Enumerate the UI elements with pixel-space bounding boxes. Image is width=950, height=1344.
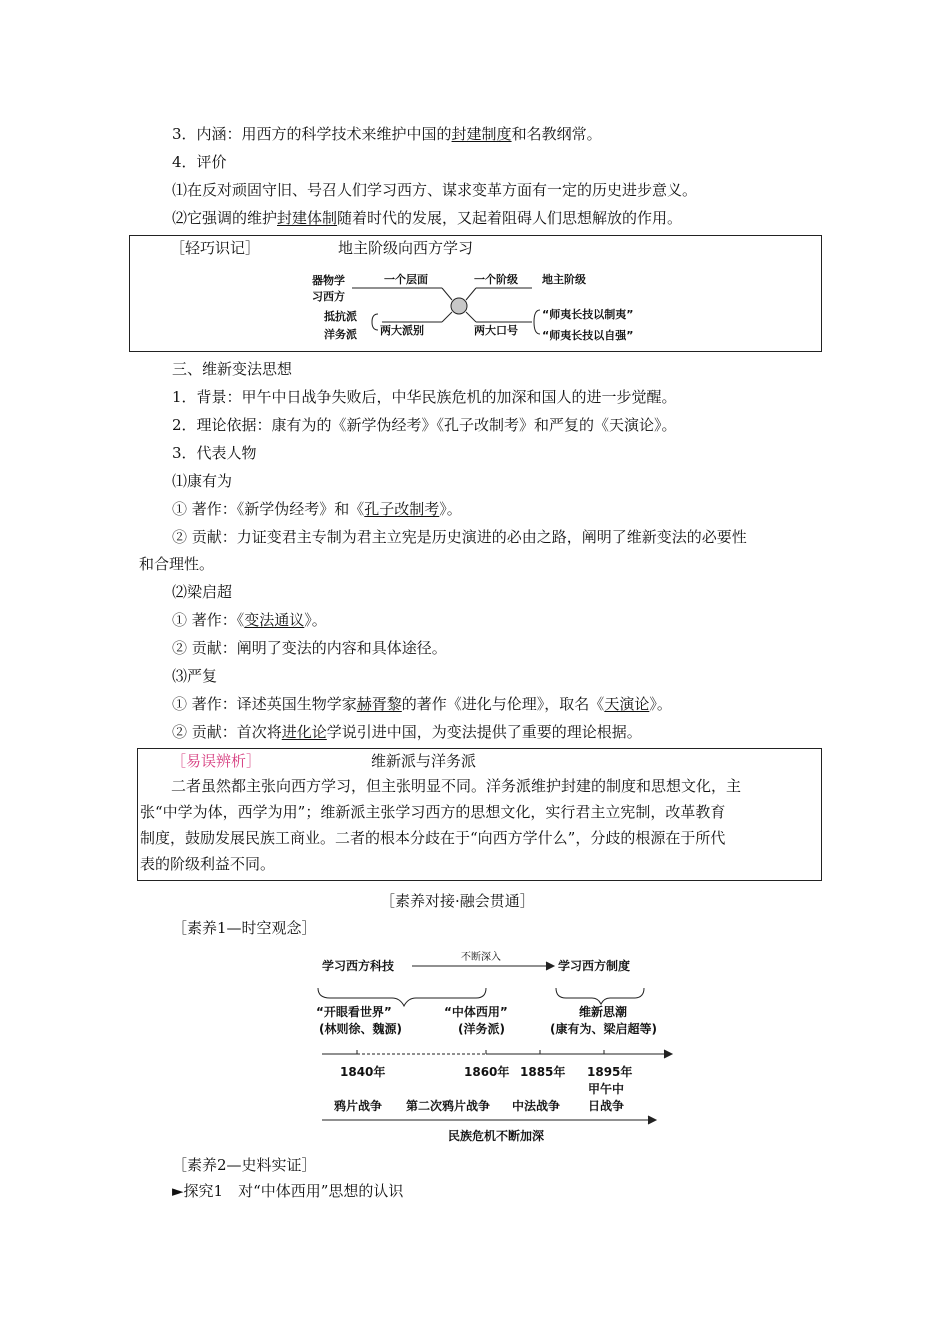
dg-left-bot-2: 洋务派: [324, 328, 357, 341]
tl-learn-sys: 学习西方制度: [558, 959, 631, 973]
tl-zhongti: “中体西用”: [444, 1005, 508, 1019]
yan-heading: ⑶严复: [172, 667, 218, 685]
dg-two-factions: 两大派别: [380, 324, 424, 337]
tl-deepen: 不断深入: [461, 952, 501, 963]
tl-war4b: 日战争: [588, 1099, 625, 1113]
tl-y1895: 1895年: [587, 1065, 633, 1079]
tl-weixin: 维新思潮: [579, 1005, 628, 1019]
dg-one-level: 一个层面: [384, 273, 428, 286]
literacy-sub-2: ［素养2—史料实证］: [172, 1156, 317, 1174]
kang-contribution-2: 和合理性。: [139, 555, 215, 573]
dg-slogan-2: “师夷长技以自强”: [542, 329, 634, 342]
s3-line-2: 2．理论依据：康有为的《新学伪经考》《孔子改制考》和严复的《天演论》。: [172, 416, 677, 434]
error-box-tag: ［易误辨析］: [171, 752, 262, 770]
timeline-diagram: [300, 944, 700, 1144]
yan-works: ① 著作：译述英国生物学家赫胥黎的著作《进化与伦理》，取名《天演论》。: [172, 695, 672, 713]
literacy-sub-1: ［素养1—时空观念］: [172, 919, 317, 937]
tl-y1885: 1885年: [520, 1065, 566, 1079]
memory-box: [129, 235, 822, 352]
dg-left-top-1: 器物学: [312, 274, 345, 287]
tl-y1840: 1840年: [340, 1065, 386, 1079]
error-box-p1: 二者虽然都主张向西方学习，但主张明显不同。洋务派维护封建的制度和思想文化，主: [171, 777, 742, 795]
tl-crisis: 民族危机不断加深: [448, 1129, 545, 1143]
dg-landlord: 地主阶级: [542, 273, 586, 286]
memory-box-title: 地主阶级向西方学习: [338, 239, 474, 257]
dg-left-top-2: 习西方: [312, 290, 345, 303]
liang-works: ① 著作：《变法通议》。: [172, 611, 327, 629]
error-box-p4: 表的阶级利益不同。: [140, 855, 276, 873]
explore-1: ►探究1 对“中体西用”思想的认识: [172, 1182, 404, 1200]
yan-contribution: ② 贡献：首次将进化论学说引进中国，为变法提供了重要的理论根据。: [172, 723, 642, 741]
kang-contribution-1: ② 贡献：力证变君主专制为君主立宪是历史演进的必由之路，阐明了维新变法的必要性: [172, 528, 747, 546]
tl-war1: 鸦片战争: [334, 1099, 383, 1113]
dg-one-class: 一个阶级: [474, 273, 518, 286]
error-analysis-box: [137, 748, 822, 881]
kang-heading: ⑴康有为: [172, 472, 233, 490]
s1-line-3: ⑴在反对顽固守旧、号召人们学习西方、谋求变革方面有一定的历史进步意义。: [172, 181, 698, 199]
tl-open-eye: “开眼看世界”: [316, 1005, 392, 1019]
tl-war2: 第二次鸦片战争: [406, 1099, 491, 1113]
dg-two-slogans: 两大口号: [474, 324, 518, 337]
s1-line-4: ⑵它强调的维护封建体制随着时代的发展，又起着阻碍人们思想解放的作用。: [172, 209, 683, 227]
tl-y1860: 1860年: [464, 1065, 510, 1079]
dg-left-bot-1: 抵抗派: [324, 310, 357, 323]
tl-weixin-who: (康有为、梁启超等): [550, 1022, 657, 1036]
s3-line-1: 1．背景：甲午中日战争失败后，中华民族危机的加深和国人的进一步觉醒。: [172, 388, 677, 406]
tl-war3: 中法战争: [512, 1099, 561, 1113]
memory-box-tag: ［轻巧识记］: [170, 239, 261, 257]
liang-contribution: ② 贡献：阐明了变法的内容和具体途径。: [172, 639, 447, 657]
dg-slogan-1: “师夷长技以制夷”: [542, 308, 634, 321]
landlord-diagram: [130, 236, 823, 353]
tl-war4a: 甲午中: [588, 1082, 625, 1096]
error-box-title: 维新派与洋务派: [371, 752, 477, 770]
s3-heading: 三、维新变法思想: [172, 360, 293, 378]
error-box-p3: 制度，鼓励发展民族工商业。二者的根本分歧在于“向西方学什么”，分歧的根源在于所代: [140, 829, 726, 847]
tl-zhongti-who: (洋务派): [458, 1022, 505, 1036]
error-box-p2: 张“中学为体，西学为用”；维新派主张学习西方的思想文化，实行君主立宪制，改革教育: [140, 803, 726, 821]
literacy-title: ［素养对接·融会贯通］: [380, 892, 535, 910]
s1-line-2: 4．评价: [172, 153, 227, 171]
tl-learn-tech: 学习西方科技: [322, 959, 395, 973]
kang-works: ① 著作：《新学伪经考》和《孔子改制考》。: [172, 500, 462, 518]
s3-line-3: 3．代表人物: [172, 444, 257, 462]
liang-heading: ⑵梁启超: [172, 583, 233, 601]
tl-open-eye-who: (林则徐、魏源): [319, 1022, 402, 1036]
s1-line-1: 3．内涵：用西方的科学技术来维护中国的封建制度和名教纲常。: [172, 125, 602, 143]
